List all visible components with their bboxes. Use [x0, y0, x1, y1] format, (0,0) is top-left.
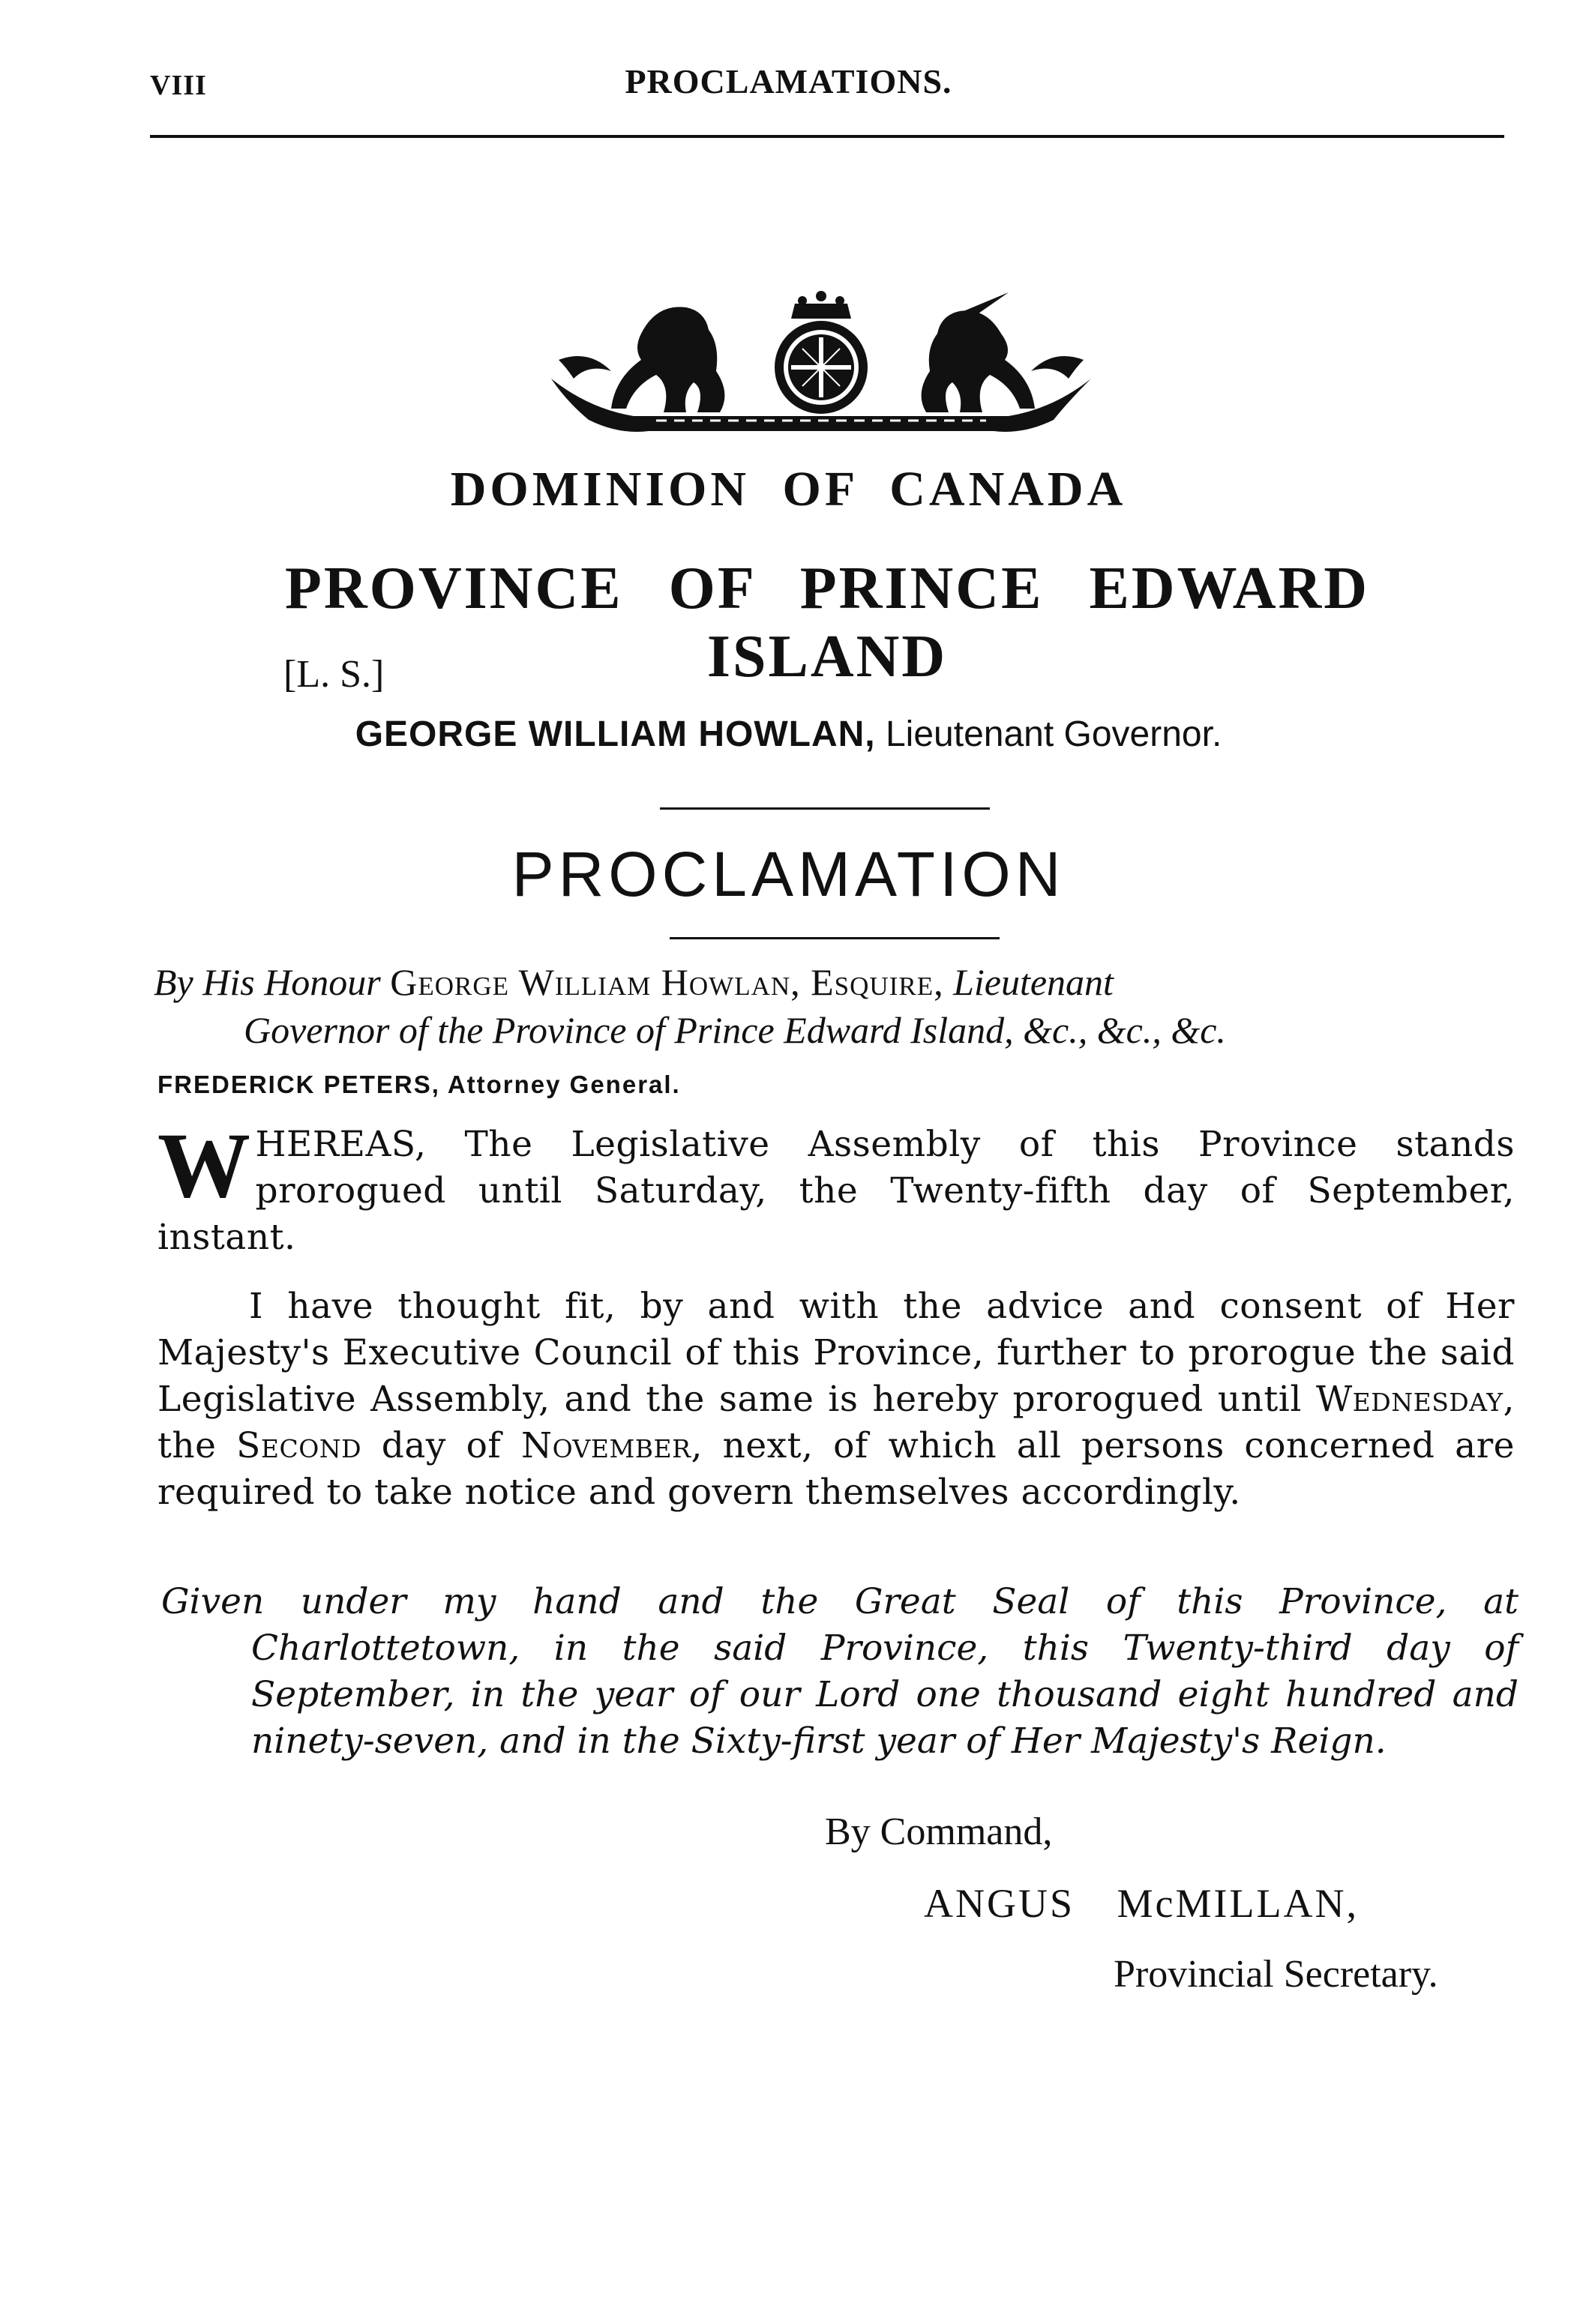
prorogue-ordinal: Second	[236, 1425, 362, 1466]
seal-mark: [L. S.]	[283, 653, 385, 696]
prorogue-text-3: day of	[381, 1425, 502, 1466]
governor-title: Lieutenant Governor.	[885, 714, 1222, 754]
page-number: VIII	[150, 70, 207, 101]
signer-title: Provincial Secretary.	[1114, 1953, 1438, 1996]
prorogue-paragraph	[157, 1283, 1515, 1516]
whereas-paragraph	[157, 1114, 1515, 1261]
dominion-heading: DOMINION OF CANADA	[450, 462, 1127, 517]
by-honour-lead: By His Honour	[154, 961, 381, 1003]
given-clause: Given under my hand and the Great Seal of this Province, at Charlottetown, in the said Province, this Twenty-third day of September, in the year of our Lord one thousand eight hundred and ninety-seven, and in the Sixty-first year of Her Majesty's Reign.	[161, 1581, 1519, 1762]
prorogue-text-1: I have thought fit, by and with the advice and consent of Her Majesty's Executive Council of this Province, further to prorogue the said Legislative Assembly, and the same is hereby prorogued until	[157, 1286, 1515, 1420]
prorogue-text-4: next, of which all persons concerned are required to take notice and govern themselves accordingly.	[157, 1425, 1515, 1513]
governor-name: GEORGE WILLIAM HOWLAN,	[355, 714, 876, 754]
signer-name: ANGUS McMILLAN,	[924, 1881, 1359, 1926]
governor-line	[0, 714, 1577, 755]
title-rule-bottom	[670, 937, 1000, 939]
by-honour-name: George William Howlan, Esquire,	[390, 961, 944, 1003]
by-command: By Command,	[825, 1810, 1053, 1853]
proclamation-title: PROCLAMATION	[511, 839, 1066, 909]
drop-cap: W	[157, 1114, 251, 1217]
header-rule	[150, 135, 1504, 138]
by-honour-title-1: Lieutenant	[953, 961, 1114, 1003]
title-rule-top	[660, 807, 990, 810]
by-honour-clause	[154, 958, 1511, 1054]
prorogue-month: November,	[520, 1425, 703, 1466]
running-title: PROCLAMATIONS.	[625, 62, 952, 100]
prorogue-text-2: the	[157, 1425, 217, 1466]
by-honour-title-2: Governor of the Province of Prince Edward Island, &c., &c., &c.	[244, 1009, 1226, 1051]
attorney-general-line: FREDERICK PETERS, Attorney General.	[157, 1071, 681, 1098]
royal-coat-of-arms-icon	[544, 289, 1099, 446]
whereas-text: HEREAS, The Legislative Assembly of this Province stands prorogued until Saturday, the Twenty-fifth day of September, instant.	[157, 1124, 1515, 1258]
province-heading: PROVINCE OF PRINCE EDWARD ISLAND	[284, 556, 1370, 690]
prorogue-weekday: Wednesday,	[1315, 1379, 1515, 1420]
